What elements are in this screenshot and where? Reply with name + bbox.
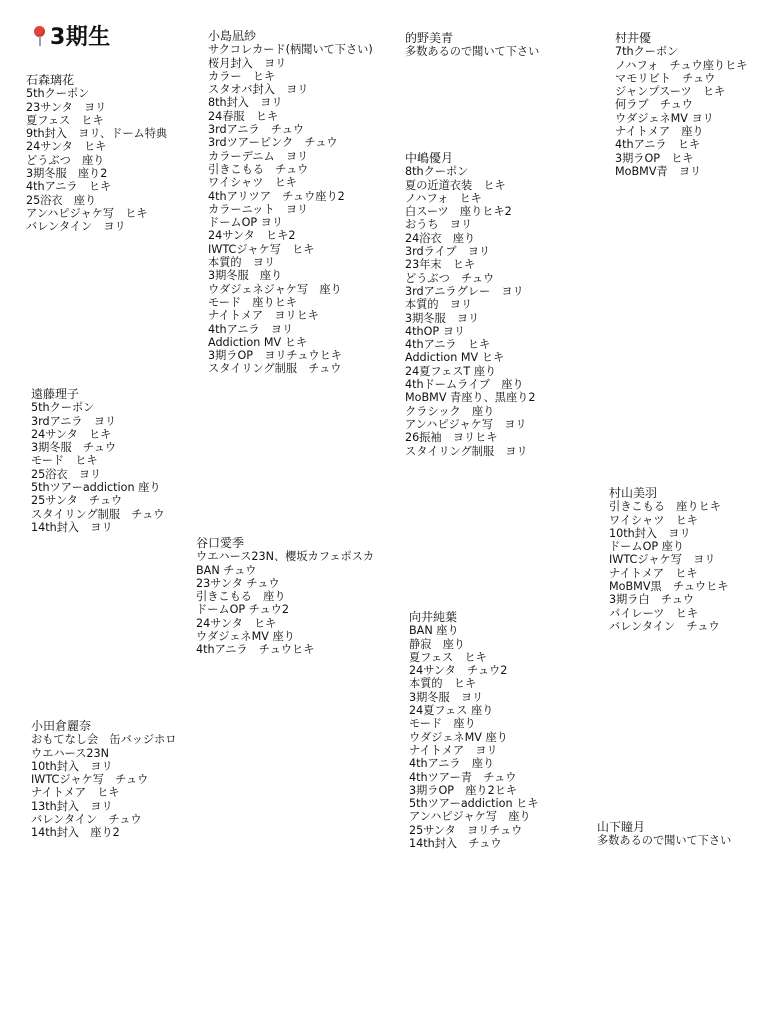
card-entry: 24サンタ ヒキ2: [208, 229, 296, 243]
card-entry: ナイトメア ヨリヒキ: [208, 309, 319, 323]
card-entry: 4thツアー青 チュウ: [409, 770, 517, 784]
card-entry: BAN 座り: [409, 624, 459, 638]
card-entry: 4thアニラ ヒキ: [405, 338, 491, 352]
card-entry: 8th封入 ヨリ: [208, 96, 283, 110]
card-entry: 3期ラOP 座り2ヒキ: [409, 783, 518, 797]
member-block-matono: [405, 32, 539, 59]
card-entry: IWTCジャケ写 ヨリ: [609, 553, 716, 567]
card-entry: 25浴衣 座り: [26, 193, 97, 207]
card-entry: ドームOP チュウ2: [196, 603, 290, 617]
card-entry: どうぶつ 座り: [26, 153, 105, 167]
card-entry: 3期冬服 ヨリ: [409, 690, 484, 704]
card-entry: おうち ヨリ: [405, 218, 473, 232]
card-entry: 5thクーポン: [31, 401, 95, 415]
card-entry: 4thアニラ チュウヒキ: [196, 643, 315, 657]
card-entry: 10th封入 ヨリ: [609, 526, 691, 540]
card-entry: 4thアニラ ヒキ: [26, 180, 112, 194]
card-entry: スタイリング制服 ヨリ: [405, 444, 528, 458]
card-entry: モード ヒキ: [31, 454, 98, 468]
member-name: 村井優: [615, 31, 652, 45]
card-entry: ノハフォ チュウ座りヒキ: [615, 58, 748, 72]
card-entry: 24春服 ヒキ: [208, 109, 279, 123]
card-entry: 白スーツ 座りヒキ2: [405, 205, 512, 219]
card-entry: 3期冬服 座り2: [26, 167, 108, 181]
card-entry: 多数あるので聞いて下さい: [405, 45, 540, 59]
card-entry: サクコレカード(柄聞いて下さい): [208, 43, 373, 57]
card-entry: 24サンタ ヒキ: [196, 616, 277, 630]
card-entry: モード 座りヒキ: [208, 295, 298, 309]
card-entry: 24サンタ ヒキ: [31, 427, 112, 441]
card-entry: 14th封入 座り2: [31, 826, 120, 840]
card-entry: アンハピジャケ写 ヨリ: [405, 417, 527, 431]
card-entry: ウエハース23N: [31, 746, 109, 760]
card-entry: 5thクーポン: [26, 87, 90, 101]
card-entry: スタイリング制服 チュウ: [31, 507, 165, 521]
card-entry: 24夏フェスT 座り: [405, 364, 497, 378]
page-header: [32, 20, 111, 51]
card-entry: 26振袖 ヨリヒキ: [405, 431, 498, 445]
card-entry: 24サンタ チュウ2: [409, 664, 508, 678]
card-entry: 夏フェス ヒキ: [409, 650, 487, 664]
card-entry: ナイトメア ヒキ: [609, 566, 698, 580]
member-block-endo: [31, 388, 164, 534]
member-name: 遠藤理子: [31, 387, 80, 401]
card-entry: ナイトメア ヒキ: [31, 786, 120, 800]
member-name: 村山美羽: [609, 486, 658, 500]
member-name: 石森璃花: [26, 73, 75, 87]
card-entry: 本質的 ヨリ: [405, 298, 473, 312]
card-entry: BAN チュウ: [196, 563, 257, 577]
card-entry: 5thツアーaddiction ヒキ: [409, 797, 539, 811]
card-entry: アンハピジャケ写 ヒキ: [26, 206, 148, 220]
card-entry: 本質的 ヨリ: [208, 256, 276, 270]
member-name: 谷口愛季: [196, 536, 245, 550]
member-block-taniguchi: [196, 537, 374, 657]
card-entry: 何ラブ チュウ: [615, 98, 693, 112]
card-entry: スタオバ封入 ヨリ: [208, 83, 309, 97]
card-entry: ドームOP ヨリ: [208, 216, 284, 230]
card-entry: カラー ヒキ: [208, 69, 276, 83]
card-entry: 3rdアニラ ヨリ: [31, 414, 117, 428]
member-block-mukai: [409, 611, 539, 850]
card-entry: 25サンタ チュウ: [31, 494, 123, 508]
card-entry: 3期冬服 ヨリ: [405, 311, 480, 325]
card-entry: Addiction MV ヒキ: [405, 351, 505, 365]
card-entry: 24サンタ ヒキ: [26, 140, 107, 154]
page-title: 3期生: [50, 25, 111, 50]
card-entry: ウダジェネMV ヨリ: [615, 111, 714, 125]
card-entry: 7thクーポン: [615, 45, 679, 59]
card-entry: MoBMV青 ヨリ: [615, 164, 702, 178]
card-entry: IWTCジャケ写 チュウ: [31, 773, 149, 787]
card-entry: 3期ラ白 チュウ: [609, 593, 695, 607]
card-entry: MoBMV 青座り、黒座り2: [405, 391, 536, 405]
member-name: 向井純葉: [409, 610, 458, 624]
member-name: 中嶋優月: [405, 151, 454, 165]
card-entry: Addiction MV ヒキ: [208, 335, 308, 349]
member-block-murai: [615, 32, 747, 178]
card-entry: 24浴衣 座り: [405, 231, 476, 245]
member-name: 山下瞳月: [597, 820, 646, 834]
card-entry: 14th封入 チュウ: [409, 837, 502, 851]
card-entry: 23サンタ チュウ: [196, 576, 280, 590]
card-entry: 4thアニラ ヒキ: [615, 138, 701, 152]
card-entry: 4thドームライブ 座り: [405, 378, 524, 392]
member-block-ishimori: [26, 74, 167, 234]
card-entry: ウダジェネMV 座り: [196, 630, 295, 644]
card-entry: バレンタイン チュウ: [31, 813, 142, 827]
card-entry: 3rdツアーピンク チュウ: [208, 136, 338, 150]
card-entry: 4thOP ヨリ: [405, 324, 466, 338]
member-block-yamashita: [597, 821, 731, 848]
member-block-murayama: [609, 487, 728, 633]
member-name: 的野美青: [405, 31, 454, 45]
member-name: 小田倉麗奈: [31, 719, 92, 733]
card-entry: 3rdライブ ヨリ: [405, 245, 491, 259]
card-entry: 3期ラOP ヨリチュウヒキ: [208, 349, 342, 363]
card-entry: ジャンプスーツ ヒキ: [615, 85, 726, 99]
card-entry: 桜月封入 ヨリ: [208, 56, 287, 70]
card-entry: 3rdアニラグレー ヨリ: [405, 284, 524, 298]
card-entry: カラーニット ヨリ: [208, 202, 309, 216]
card-entry: ドームOP 座り: [609, 540, 685, 554]
card-entry: 静寂 座り: [409, 637, 465, 651]
card-entry: 13th封入 ヨリ: [31, 799, 113, 813]
card-entry: IWTCジャケ写 ヒキ: [208, 242, 315, 256]
card-entry: 3期冬服 チュウ: [31, 441, 117, 455]
card-entry: 24夏フェス 座り: [409, 704, 494, 718]
card-entry: ウダジェネMV 座り: [409, 730, 508, 744]
card-entry: 23年末 ヒキ: [405, 258, 476, 272]
card-entry: MoBMV黒 チュウヒキ: [609, 580, 729, 594]
card-entry: ウダジェネジャケ写 座り: [208, 282, 342, 296]
card-entry: 4thアリツア チュウ座り2: [208, 189, 345, 203]
card-entry: アンハピジャケ写 座り: [409, 810, 531, 824]
member-name: 小島凪紗: [208, 29, 257, 43]
round-pushpin-icon: [32, 24, 48, 48]
card-entry: パイレーツ ヒキ: [609, 606, 699, 620]
card-entry: 23サンタ ヨリ: [26, 100, 107, 114]
card-entry: 3rdアニラ チュウ: [208, 123, 305, 137]
card-entry: カラーデニム ヨリ: [208, 149, 309, 163]
card-entry: 25サンタ ヨリチュウ: [409, 823, 523, 837]
card-entry: ワイシャツ ヒキ: [208, 176, 297, 190]
card-entry: どうぶつ チュウ: [405, 271, 495, 285]
card-entry: 引きこもる チュウ: [208, 162, 309, 176]
card-entry: 8thクーポン: [405, 165, 469, 179]
card-entry: ナイトメア 座り: [615, 125, 704, 139]
card-entry: 引きこもる 座り: [196, 590, 286, 604]
card-entry: 10th封入 ヨリ: [31, 759, 113, 773]
card-entry: ワイシャツ ヒキ: [609, 513, 698, 527]
member-block-nakashima: [405, 152, 535, 458]
card-entry: 引きこもる 座りヒキ: [609, 500, 721, 514]
card-entry: 4thアニラ 座り: [409, 757, 495, 771]
card-entry: 本質的 ヒキ: [409, 677, 477, 691]
card-entry: スタイリング制服 チュウ: [208, 362, 342, 376]
card-entry: 4thアニラ ヨリ: [208, 322, 294, 336]
card-entry: マモリビト チュウ: [615, 71, 716, 85]
card-entry: クラシック 座り: [405, 404, 495, 418]
card-entry: ナイトメア ヨリ: [409, 743, 498, 757]
member-block-kojima: [208, 30, 373, 376]
card-entry: 5thツアーaddiction 座り: [31, 481, 161, 495]
card-entry: バレンタイン ヨリ: [26, 220, 126, 234]
card-entry: 夏フェス ヒキ: [26, 113, 104, 127]
card-entry: 9th封入 ヨリ、ドーム特典: [26, 127, 168, 141]
card-entry: ウエハース23N、櫻坂カフェポスカ: [196, 550, 375, 564]
card-entry: おもてなし会 缶バッジホロ: [31, 733, 177, 747]
card-entry: 多数あるので聞いて下さい: [597, 834, 732, 848]
card-entry: 14th封入 ヨリ: [31, 520, 113, 534]
member-block-odakura: [31, 720, 176, 840]
card-entry: バレンタイン チュウ: [609, 619, 720, 633]
card-entry: 夏の近道衣装 ヒキ: [405, 178, 506, 192]
card-entry: 3期ラOP ヒキ: [615, 151, 694, 165]
card-entry: モード 座り: [409, 717, 476, 731]
card-entry: ノハフォ ヒキ: [405, 191, 482, 205]
card-entry: 25浴衣 ヨリ: [31, 467, 102, 481]
card-entry: 3期冬服 座り: [208, 269, 283, 283]
